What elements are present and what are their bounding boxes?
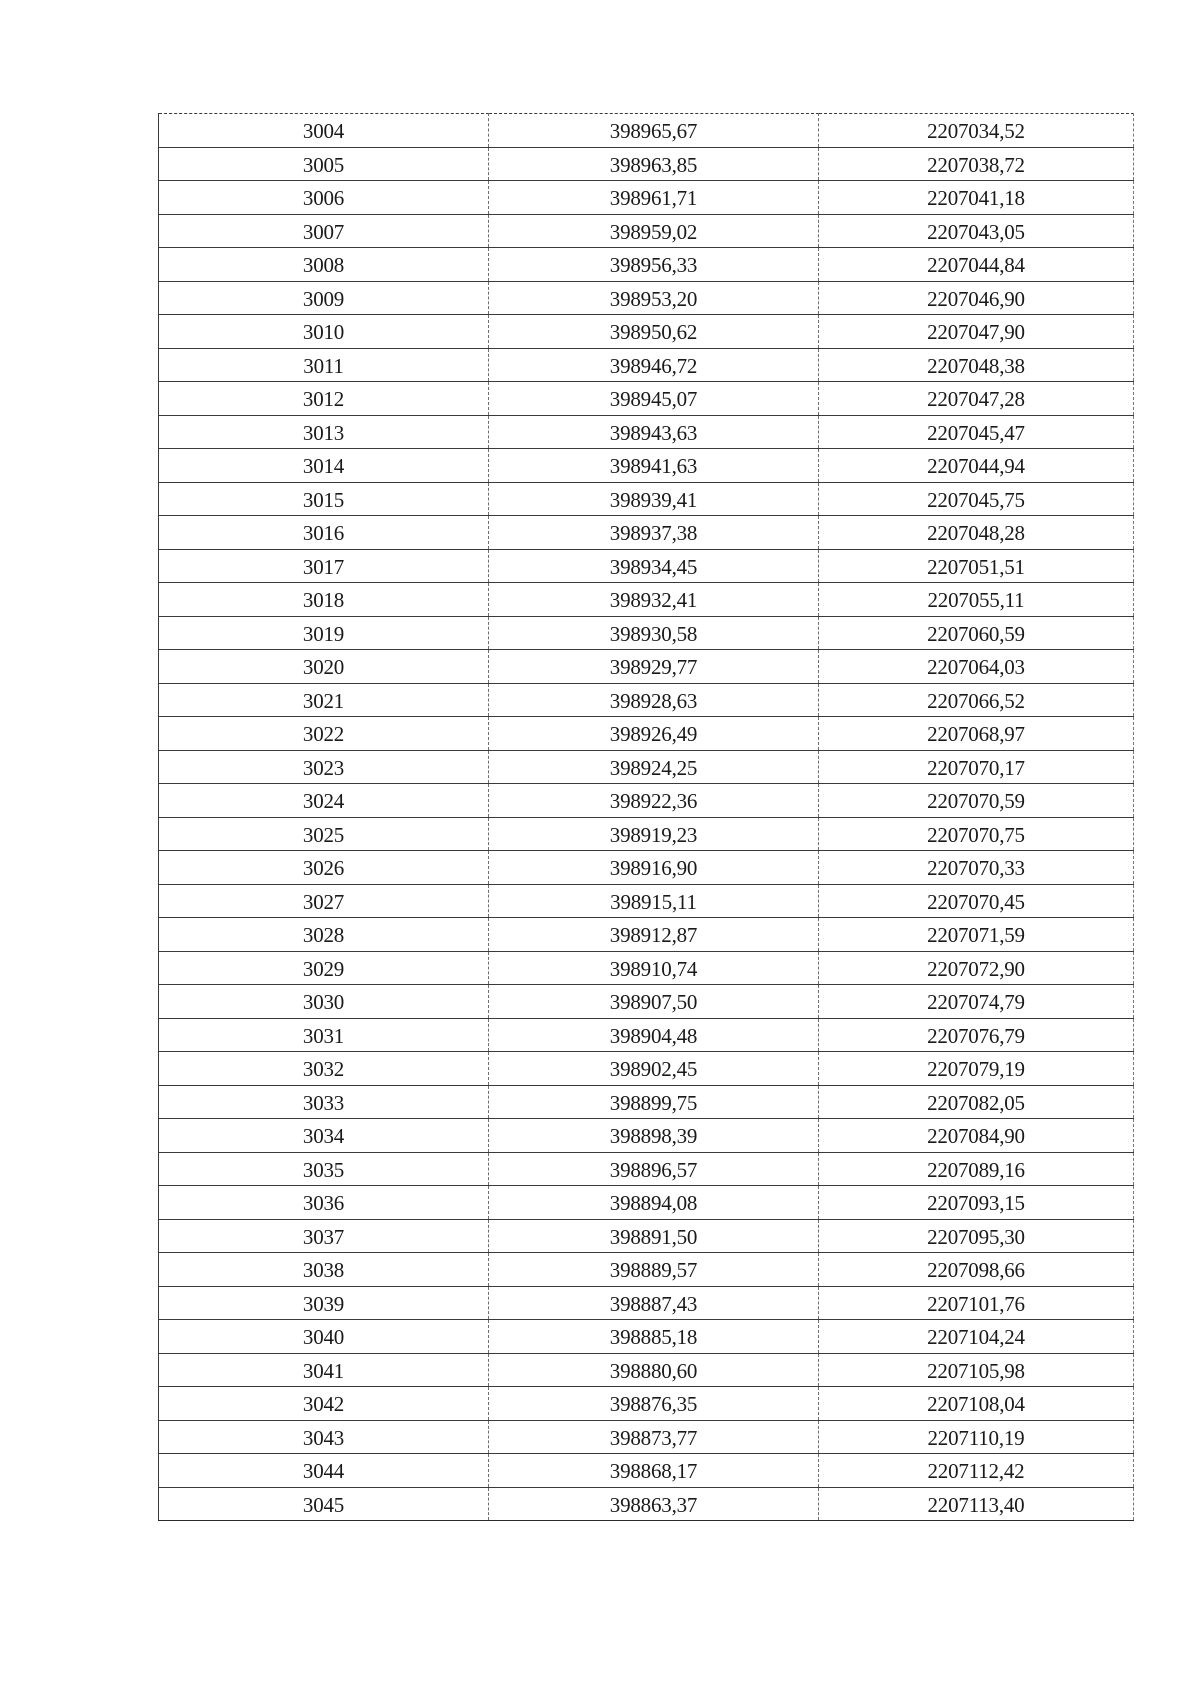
table-row bbox=[159, 449, 1134, 483]
y-coordinate-cell: 2207048,38 bbox=[819, 348, 1134, 382]
x-coordinate-cell: 398959,02 bbox=[489, 214, 819, 248]
x-coordinate-cell: 398953,20 bbox=[489, 281, 819, 315]
y-coordinate-cell: 2207038,72 bbox=[819, 147, 1134, 181]
x-coordinate-cell: 398943,63 bbox=[489, 415, 819, 449]
table-row bbox=[159, 951, 1134, 985]
table-row bbox=[159, 315, 1134, 349]
x-coordinate-cell: 398880,60 bbox=[489, 1353, 819, 1387]
y-coordinate-cell: 2207074,79 bbox=[819, 985, 1134, 1019]
x-coordinate-cell: 398922,36 bbox=[489, 784, 819, 818]
x-coordinate-cell: 398965,67 bbox=[489, 114, 819, 148]
table-row bbox=[159, 1487, 1134, 1521]
x-coordinate-cell: 398937,38 bbox=[489, 516, 819, 550]
y-coordinate-cell: 2207047,28 bbox=[819, 382, 1134, 416]
point-number-cell: 3033 bbox=[159, 1085, 489, 1119]
y-coordinate-cell: 2207093,15 bbox=[819, 1186, 1134, 1220]
y-coordinate-cell: 2207112,42 bbox=[819, 1454, 1134, 1488]
table-row bbox=[159, 348, 1134, 382]
point-number-cell: 3023 bbox=[159, 750, 489, 784]
x-coordinate-cell: 398907,50 bbox=[489, 985, 819, 1019]
y-coordinate-cell: 2207046,90 bbox=[819, 281, 1134, 315]
table-row bbox=[159, 482, 1134, 516]
y-coordinate-cell: 2207034,52 bbox=[819, 114, 1134, 148]
point-number-cell: 3013 bbox=[159, 415, 489, 449]
y-coordinate-cell: 2207070,17 bbox=[819, 750, 1134, 784]
point-number-cell: 3028 bbox=[159, 918, 489, 952]
y-coordinate-cell: 2207101,76 bbox=[819, 1286, 1134, 1320]
x-coordinate-cell: 398926,49 bbox=[489, 717, 819, 751]
table-row bbox=[159, 817, 1134, 851]
point-number-cell: 3017 bbox=[159, 549, 489, 583]
point-number-cell: 3034 bbox=[159, 1119, 489, 1153]
point-number-cell: 3015 bbox=[159, 482, 489, 516]
x-coordinate-cell: 398924,25 bbox=[489, 750, 819, 784]
point-number-cell: 3031 bbox=[159, 1018, 489, 1052]
x-coordinate-cell: 398899,75 bbox=[489, 1085, 819, 1119]
x-coordinate-cell: 398939,41 bbox=[489, 482, 819, 516]
point-number-cell: 3016 bbox=[159, 516, 489, 550]
table-row bbox=[159, 1286, 1134, 1320]
y-coordinate-cell: 2207070,45 bbox=[819, 884, 1134, 918]
y-coordinate-cell: 2207095,30 bbox=[819, 1219, 1134, 1253]
point-number-cell: 3027 bbox=[159, 884, 489, 918]
table-row bbox=[159, 1387, 1134, 1421]
y-coordinate-cell: 2207105,98 bbox=[819, 1353, 1134, 1387]
table-row bbox=[159, 516, 1134, 550]
table-row bbox=[159, 1320, 1134, 1354]
table-row bbox=[159, 1052, 1134, 1086]
point-number-cell: 3022 bbox=[159, 717, 489, 751]
y-coordinate-cell: 2207044,84 bbox=[819, 248, 1134, 282]
point-number-cell: 3019 bbox=[159, 616, 489, 650]
table-row bbox=[159, 583, 1134, 617]
point-number-cell: 3038 bbox=[159, 1253, 489, 1287]
y-coordinate-cell: 2207089,16 bbox=[819, 1152, 1134, 1186]
table-row bbox=[159, 1085, 1134, 1119]
table-row bbox=[159, 114, 1134, 148]
y-coordinate-cell: 2207066,52 bbox=[819, 683, 1134, 717]
point-number-cell: 3021 bbox=[159, 683, 489, 717]
y-coordinate-cell: 2207072,90 bbox=[819, 951, 1134, 985]
y-coordinate-cell: 2207076,79 bbox=[819, 1018, 1134, 1052]
x-coordinate-cell: 398898,39 bbox=[489, 1119, 819, 1153]
y-coordinate-cell: 2207070,75 bbox=[819, 817, 1134, 851]
y-coordinate-cell: 2207108,04 bbox=[819, 1387, 1134, 1421]
x-coordinate-cell: 398894,08 bbox=[489, 1186, 819, 1220]
y-coordinate-cell: 2207041,18 bbox=[819, 181, 1134, 215]
x-coordinate-cell: 398868,17 bbox=[489, 1454, 819, 1488]
table-row bbox=[159, 717, 1134, 751]
point-number-cell: 3006 bbox=[159, 181, 489, 215]
y-coordinate-cell: 2207070,33 bbox=[819, 851, 1134, 885]
x-coordinate-cell: 398950,62 bbox=[489, 315, 819, 349]
x-coordinate-cell: 398934,45 bbox=[489, 549, 819, 583]
y-coordinate-cell: 2207071,59 bbox=[819, 918, 1134, 952]
x-coordinate-cell: 398961,71 bbox=[489, 181, 819, 215]
table-row bbox=[159, 683, 1134, 717]
point-number-cell: 3029 bbox=[159, 951, 489, 985]
x-coordinate-cell: 398945,07 bbox=[489, 382, 819, 416]
table-row bbox=[159, 750, 1134, 784]
x-coordinate-cell: 398919,23 bbox=[489, 817, 819, 851]
x-coordinate-cell: 398930,58 bbox=[489, 616, 819, 650]
table-row bbox=[159, 248, 1134, 282]
y-coordinate-cell: 2207068,97 bbox=[819, 717, 1134, 751]
x-coordinate-cell: 398912,87 bbox=[489, 918, 819, 952]
table-row bbox=[159, 1219, 1134, 1253]
point-number-cell: 3018 bbox=[159, 583, 489, 617]
point-number-cell: 3010 bbox=[159, 315, 489, 349]
table-row bbox=[159, 650, 1134, 684]
coordinates-table-body bbox=[159, 114, 1134, 1521]
table-row bbox=[159, 918, 1134, 952]
point-number-cell: 3032 bbox=[159, 1052, 489, 1086]
table-row bbox=[159, 1152, 1134, 1186]
table-row bbox=[159, 181, 1134, 215]
coordinates-table bbox=[158, 113, 1134, 1521]
x-coordinate-cell: 398876,35 bbox=[489, 1387, 819, 1421]
point-number-cell: 3025 bbox=[159, 817, 489, 851]
x-coordinate-cell: 398946,72 bbox=[489, 348, 819, 382]
table-row bbox=[159, 147, 1134, 181]
y-coordinate-cell: 2207060,59 bbox=[819, 616, 1134, 650]
y-coordinate-cell: 2207048,28 bbox=[819, 516, 1134, 550]
table-row bbox=[159, 1186, 1134, 1220]
x-coordinate-cell: 398915,11 bbox=[489, 884, 819, 918]
y-coordinate-cell: 2207043,05 bbox=[819, 214, 1134, 248]
x-coordinate-cell: 398873,77 bbox=[489, 1420, 819, 1454]
point-number-cell: 3035 bbox=[159, 1152, 489, 1186]
x-coordinate-cell: 398916,90 bbox=[489, 851, 819, 885]
point-number-cell: 3040 bbox=[159, 1320, 489, 1354]
y-coordinate-cell: 2207044,94 bbox=[819, 449, 1134, 483]
table-row bbox=[159, 382, 1134, 416]
y-coordinate-cell: 2207045,75 bbox=[819, 482, 1134, 516]
x-coordinate-cell: 398863,37 bbox=[489, 1487, 819, 1521]
x-coordinate-cell: 398896,57 bbox=[489, 1152, 819, 1186]
table-row bbox=[159, 549, 1134, 583]
y-coordinate-cell: 2207045,47 bbox=[819, 415, 1134, 449]
table-row bbox=[159, 415, 1134, 449]
point-number-cell: 3024 bbox=[159, 784, 489, 818]
table-row bbox=[159, 281, 1134, 315]
point-number-cell: 3043 bbox=[159, 1420, 489, 1454]
y-coordinate-cell: 2207047,90 bbox=[819, 315, 1134, 349]
x-coordinate-cell: 398902,45 bbox=[489, 1052, 819, 1086]
point-number-cell: 3007 bbox=[159, 214, 489, 248]
y-coordinate-cell: 2207104,24 bbox=[819, 1320, 1134, 1354]
x-coordinate-cell: 398885,18 bbox=[489, 1320, 819, 1354]
y-coordinate-cell: 2207084,90 bbox=[819, 1119, 1134, 1153]
table-row bbox=[159, 1353, 1134, 1387]
y-coordinate-cell: 2207079,19 bbox=[819, 1052, 1134, 1086]
y-coordinate-cell: 2207055,11 bbox=[819, 583, 1134, 617]
table-row bbox=[159, 616, 1134, 650]
point-number-cell: 3012 bbox=[159, 382, 489, 416]
x-coordinate-cell: 398889,57 bbox=[489, 1253, 819, 1287]
table-row bbox=[159, 851, 1134, 885]
y-coordinate-cell: 2207098,66 bbox=[819, 1253, 1134, 1287]
table-row bbox=[159, 1454, 1134, 1488]
table-row bbox=[159, 985, 1134, 1019]
y-coordinate-cell: 2207113,40 bbox=[819, 1487, 1134, 1521]
y-coordinate-cell: 2207082,05 bbox=[819, 1085, 1134, 1119]
point-number-cell: 3005 bbox=[159, 147, 489, 181]
table-row bbox=[159, 214, 1134, 248]
point-number-cell: 3026 bbox=[159, 851, 489, 885]
x-coordinate-cell: 398932,41 bbox=[489, 583, 819, 617]
x-coordinate-cell: 398956,33 bbox=[489, 248, 819, 282]
x-coordinate-cell: 398928,63 bbox=[489, 683, 819, 717]
table-row bbox=[159, 1018, 1134, 1052]
table-row bbox=[159, 884, 1134, 918]
point-number-cell: 3039 bbox=[159, 1286, 489, 1320]
point-number-cell: 3004 bbox=[159, 114, 489, 148]
x-coordinate-cell: 398891,50 bbox=[489, 1219, 819, 1253]
point-number-cell: 3041 bbox=[159, 1353, 489, 1387]
x-coordinate-cell: 398929,77 bbox=[489, 650, 819, 684]
x-coordinate-cell: 398963,85 bbox=[489, 147, 819, 181]
x-coordinate-cell: 398887,43 bbox=[489, 1286, 819, 1320]
point-number-cell: 3009 bbox=[159, 281, 489, 315]
point-number-cell: 3030 bbox=[159, 985, 489, 1019]
x-coordinate-cell: 398941,63 bbox=[489, 449, 819, 483]
y-coordinate-cell: 2207064,03 bbox=[819, 650, 1134, 684]
x-coordinate-cell: 398904,48 bbox=[489, 1018, 819, 1052]
point-number-cell: 3011 bbox=[159, 348, 489, 382]
point-number-cell: 3045 bbox=[159, 1487, 489, 1521]
y-coordinate-cell: 2207110,19 bbox=[819, 1420, 1134, 1454]
table-row bbox=[159, 784, 1134, 818]
y-coordinate-cell: 2207051,51 bbox=[819, 549, 1134, 583]
table-row bbox=[159, 1119, 1134, 1153]
point-number-cell: 3036 bbox=[159, 1186, 489, 1220]
y-coordinate-cell: 2207070,59 bbox=[819, 784, 1134, 818]
table-row bbox=[159, 1253, 1134, 1287]
x-coordinate-cell: 398910,74 bbox=[489, 951, 819, 985]
point-number-cell: 3037 bbox=[159, 1219, 489, 1253]
point-number-cell: 3020 bbox=[159, 650, 489, 684]
point-number-cell: 3042 bbox=[159, 1387, 489, 1421]
point-number-cell: 3044 bbox=[159, 1454, 489, 1488]
table-row bbox=[159, 1420, 1134, 1454]
point-number-cell: 3008 bbox=[159, 248, 489, 282]
point-number-cell: 3014 bbox=[159, 449, 489, 483]
